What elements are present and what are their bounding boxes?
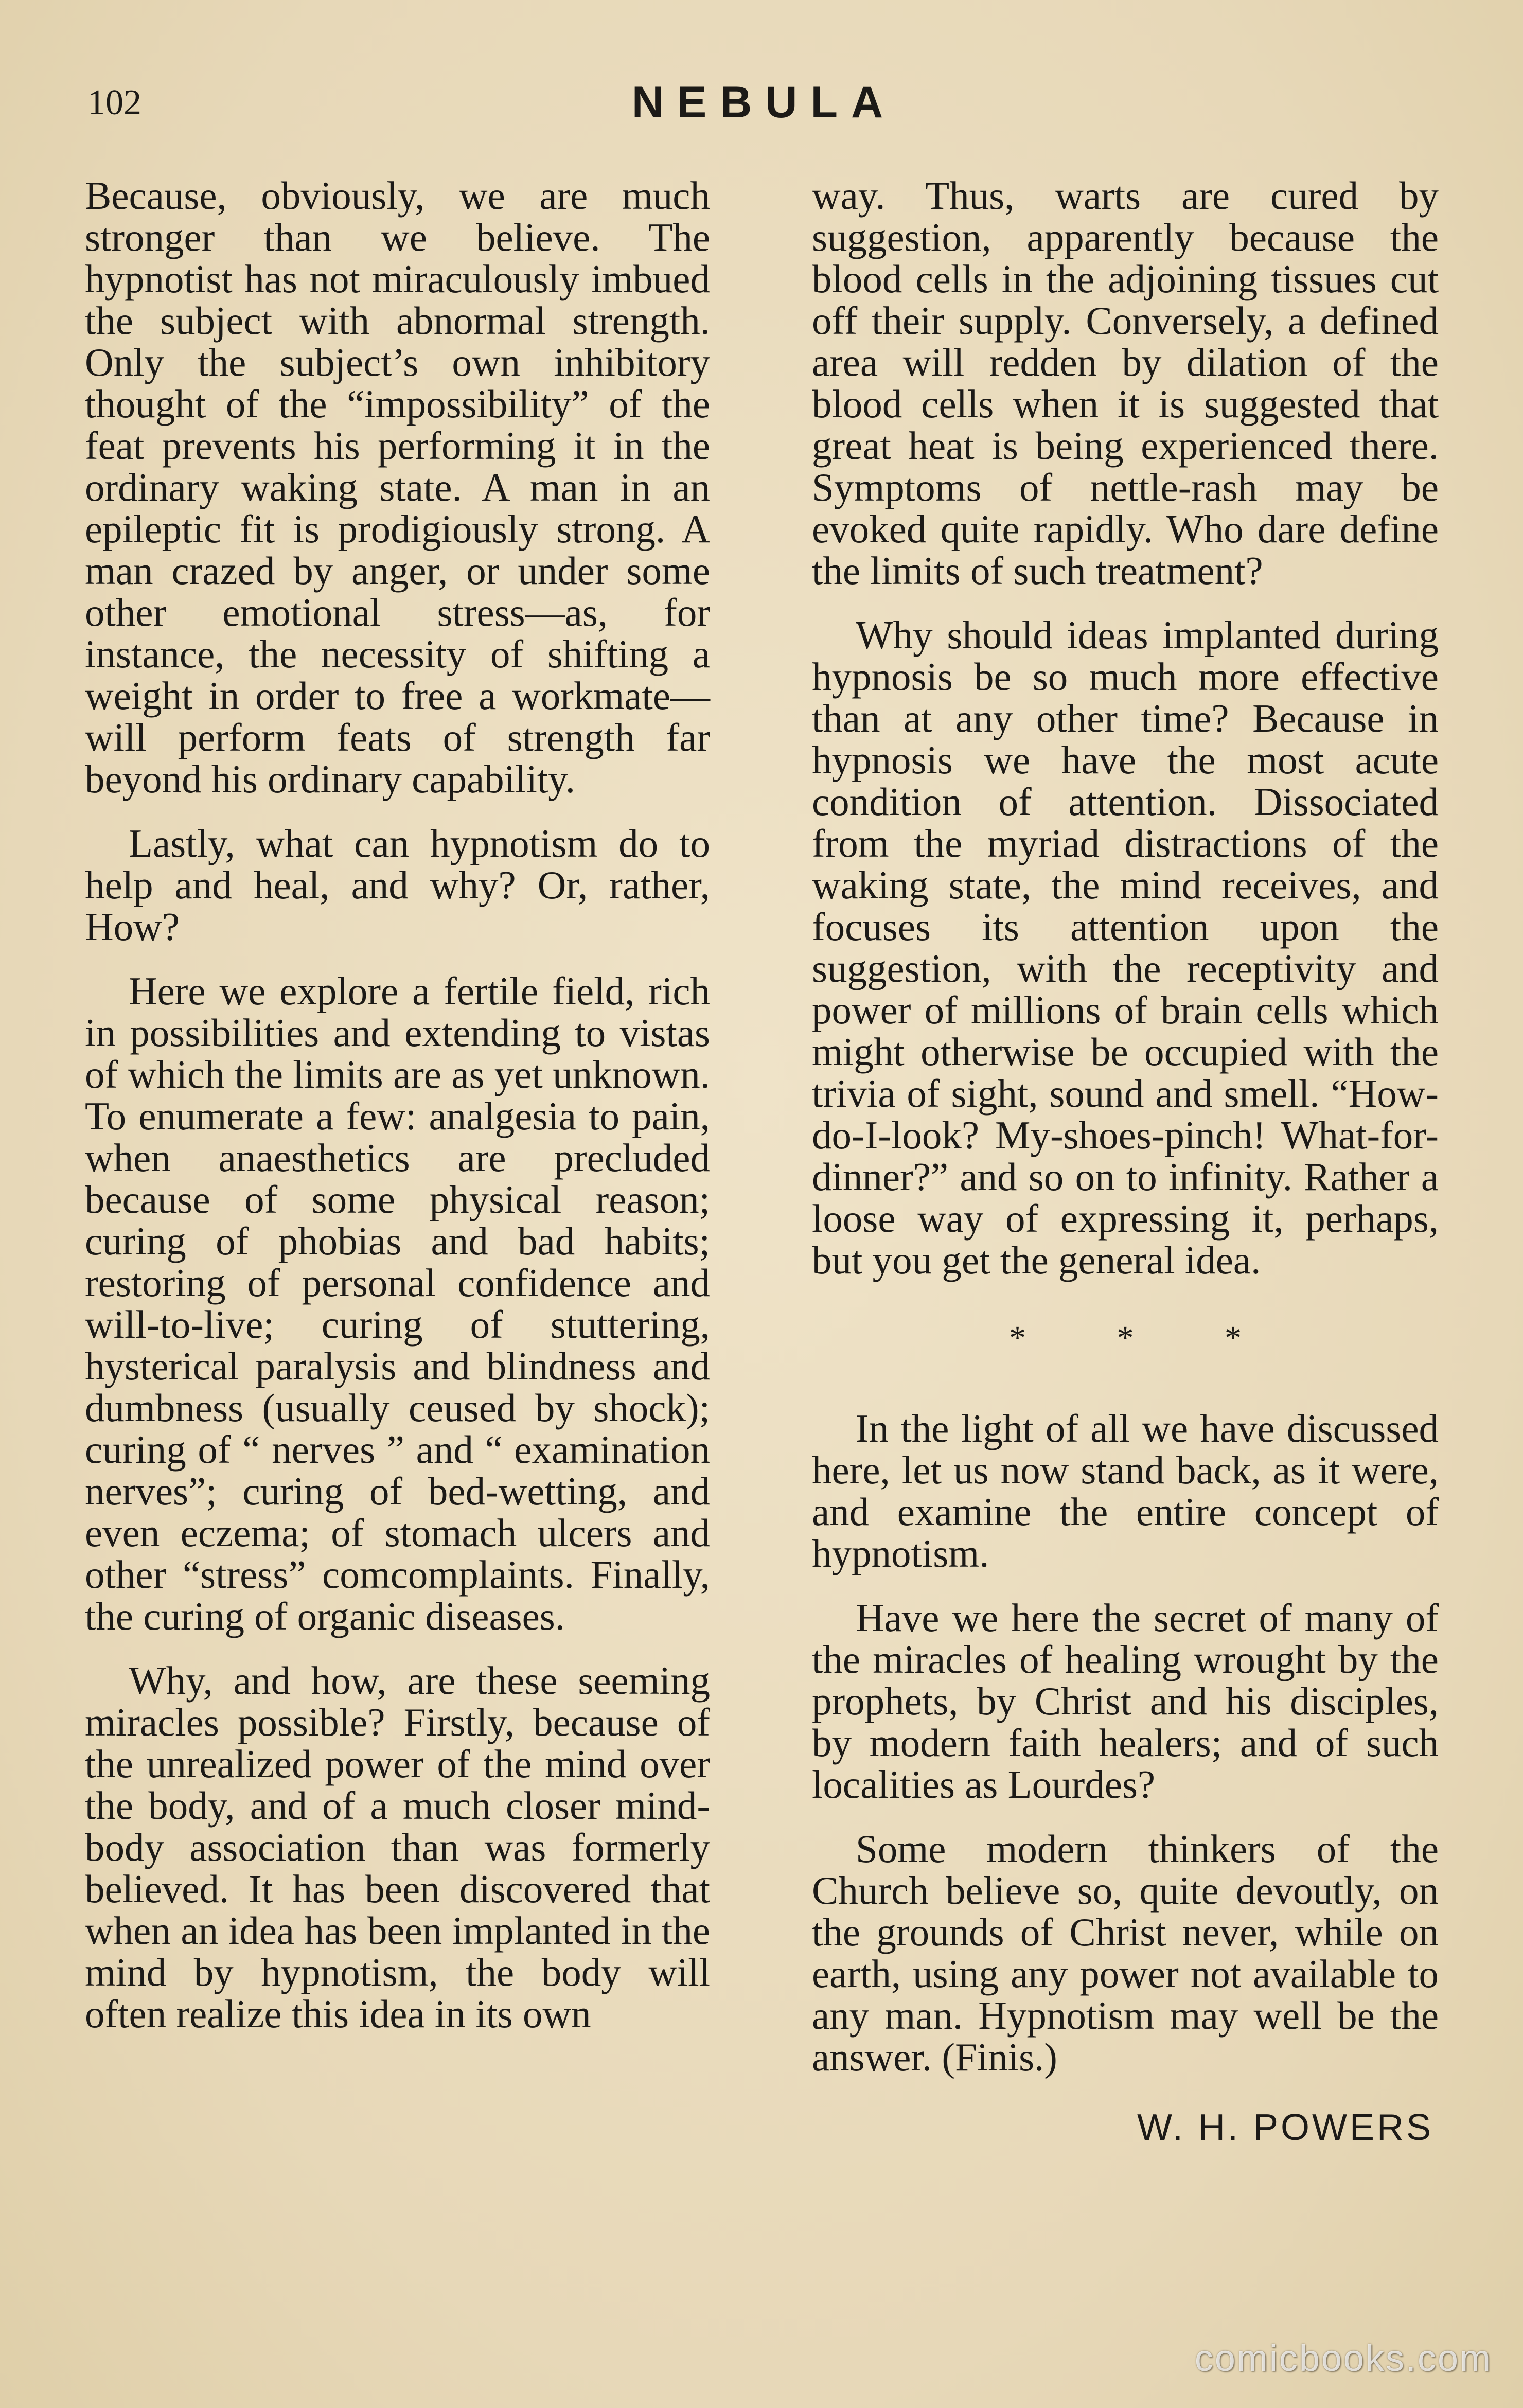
body-paragraph: Here we explore a fertile field, rich in possibilities and extending to vistas of which the limits are as yet unknown. To enumerate a few: analgesia to pain, when anaesthetics are precluded because of some physical reason; curing of phobias and bad habits; restoring of personal confidence and will-to-live; curing of stuttering, hysterical paralysis and blindness and dumbness (usually ceused by shock); curing of “ nerves ” and “ examination nerves”; curing of bed-wetting, and even eczema; of stomach ulcers and other “stress” comcomplaints. Finally, the curing of organic diseases. [85, 969, 710, 1638]
page-number: 102 [87, 83, 141, 122]
body-paragraph: Some modern thinkers of the Church believe so, quite devoutly, on the grounds of Christ never, while on earth, using any power not available to any man. Hypnotism may well be the answer. (Finis.) [812, 1827, 1439, 2079]
page-header [87, 77, 1441, 134]
watermark: comicbooks.com [1194, 2338, 1492, 2379]
body-paragraph: Why should ideas implanted during hypnosis be so much more effective than at any other time? Because in hypnosis we have the most acute condition of attention. Dissociated from the myriad distractions of the waking state, the mind receives, and focuses its attention upon the suggestion, with the receptivity and power of millions of brain cells which might otherwise be occupied with the trivia of sight, sound and smell. “How-do-I-look? My-shoes-pinch! What-for-dinner?” and so on to infinity. Rather a loose way of expressing it, perhaps, but you get the general idea. [812, 613, 1439, 1282]
section-separator: * * * [1009, 1319, 1283, 1357]
body-paragraph: Have we here the secret of many of the miracles of healing wrought by the prophets, by Christ and his disciples, by modern faith healers; and of such localities as Lourdes? [812, 1596, 1439, 1807]
author-byline: W. H. POWERS [1137, 2107, 1433, 2148]
right-column [812, 175, 1439, 2149]
body-paragraph: Because, obviously, we are much stronger than we believe. The hypnotist has not miraculously imbued the subject with abnormal strength. Only the subject’s own inhibitory thought of the “impossibility” of the feat prevents his performing it in the ordinary waking state. A man in an epileptic fit is prodigiously strong. A man crazed by anger, or under some other emotional stress—as, for instance, the necessity of shifting a weight in order to free a workmate—will perform feats of strength far beyond his ordinary capability. [85, 173, 710, 801]
body-paragraph: In the light of all we have discussed here, let us now stand back, as it were, and examine the entire concept of hypnotism. [812, 1406, 1439, 1575]
body-paragraph: Lastly, what can hypnotism do to help and heal, and why? Or, rather, How? [85, 821, 710, 949]
magazine-title: NEBULA [631, 78, 897, 127]
body-paragraph: way. Thus, warts are cured by suggestion, apparently because the blood cells in the adjoining tissues cut off their supply. Conversely, a defined area will redden by dilation of the blood cells when it is suggested that great heat is being experienced there. Symptoms of nettle-rash may be evoked quite rapidly. Who dare define the limits of such treatment? [812, 173, 1439, 593]
body-paragraph: Why, and how, are these seeming miracles possible? Firstly, because of the unrealized power of the mind over the body, and of a much closer mind-body association than was formerly believed. It has been discovered that when an idea has been implanted in the mind by hypnotism, the body will often realize this idea in its own [85, 1658, 710, 2036]
left-column [85, 175, 710, 2035]
